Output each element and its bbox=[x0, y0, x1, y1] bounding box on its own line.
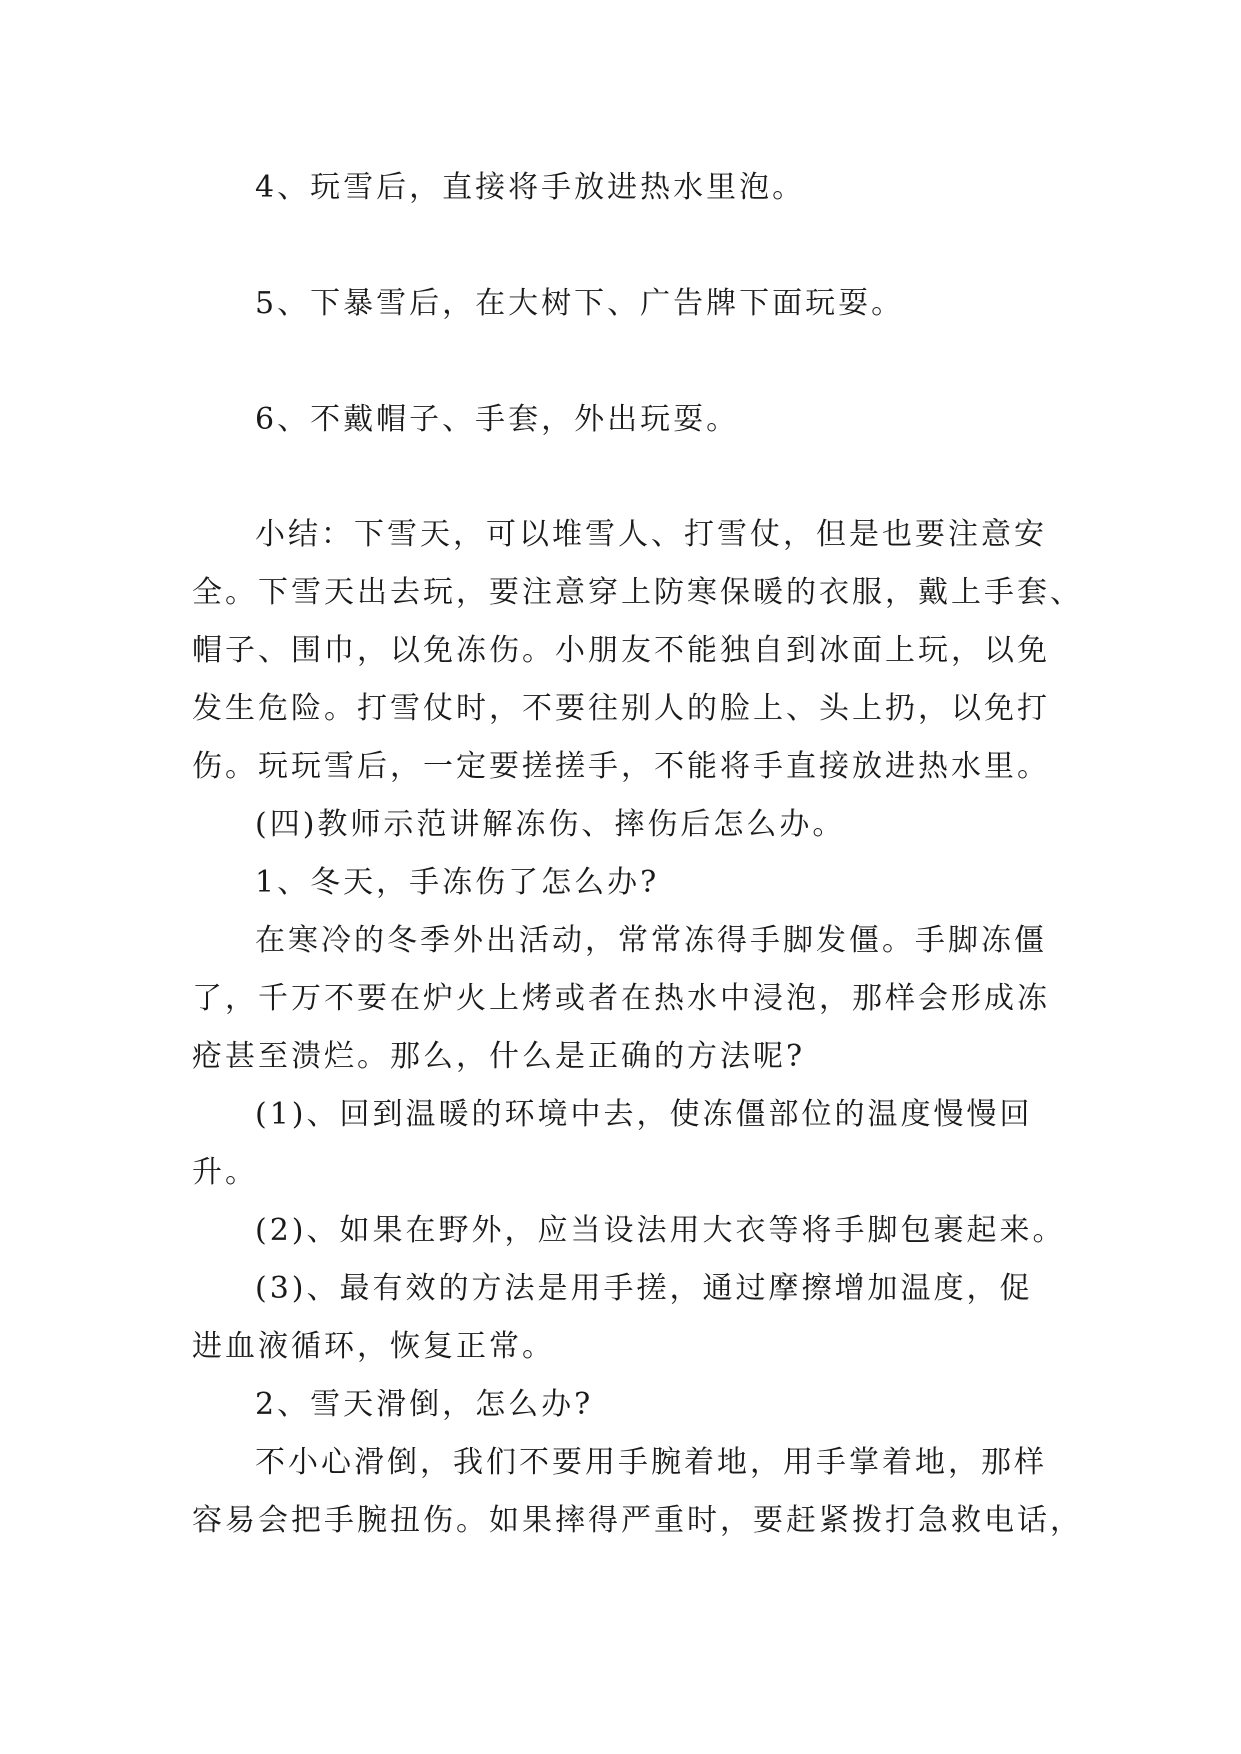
text-line: 伤。玩玩雪后，一定要搓搓手，不能将手直接放进热水里。 bbox=[192, 749, 1050, 784]
text-line: (1)、回到温暖的环境中去，使冻僵部位的温度慢慢回 bbox=[255, 1097, 1033, 1132]
text-line: 不小心滑倒，我们不要用手腕着地，用手掌着地，那样 bbox=[255, 1445, 1047, 1480]
section-heading: (四)教师示范讲解冻伤、摔伤后怎么办。 bbox=[255, 807, 846, 842]
text-line: 容易会把手腕扭伤。如果摔得严重时，要赶紧拨打急救电话， bbox=[192, 1503, 1083, 1538]
text-line: (2)、如果在野外，应当设法用大衣等将手脚包裹起来。 bbox=[255, 1213, 1066, 1248]
text-line: 疮甚至溃烂。那么，什么是正确的方法呢? bbox=[192, 1039, 806, 1074]
subheading: 1、冬天，手冻伤了怎么办? bbox=[255, 865, 660, 900]
subheading: 2、雪天滑倒，怎么办? bbox=[255, 1387, 594, 1422]
text-line: 升。 bbox=[192, 1155, 258, 1190]
text-line: (3)、最有效的方法是用手搓，通过摩擦增加温度，促 bbox=[255, 1271, 1033, 1306]
text-line: 5、下暴雪后，在大树下、广告牌下面玩耍。 bbox=[255, 286, 905, 321]
text-line: 发生危险。打雪仗时，不要往别人的脸上、头上扔，以免打 bbox=[192, 691, 1050, 726]
text-line: 了，千万不要在炉火上烤或者在热水中浸泡，那样会形成冻 bbox=[192, 981, 1050, 1016]
text-line: 进血液循环，恢复正常。 bbox=[192, 1329, 555, 1364]
text-line: 帽子、围巾，以免冻伤。小朋友不能独自到冰面上玩，以免 bbox=[192, 633, 1050, 668]
text-line: 4、玩雪后，直接将手放进热水里泡。 bbox=[255, 170, 806, 205]
text-line: 全。下雪天出去玩，要注意穿上防寒保暖的衣服，戴上手套、 bbox=[192, 575, 1083, 610]
text-line: 在寒冷的冬季外出活动，常常冻得手脚发僵。手脚冻僵 bbox=[255, 923, 1047, 958]
text-line: 小结：下雪天，可以堆雪人、打雪仗，但是也要注意安 bbox=[255, 517, 1047, 552]
text-line: 6、不戴帽子、手套，外出玩耍。 bbox=[255, 402, 740, 437]
